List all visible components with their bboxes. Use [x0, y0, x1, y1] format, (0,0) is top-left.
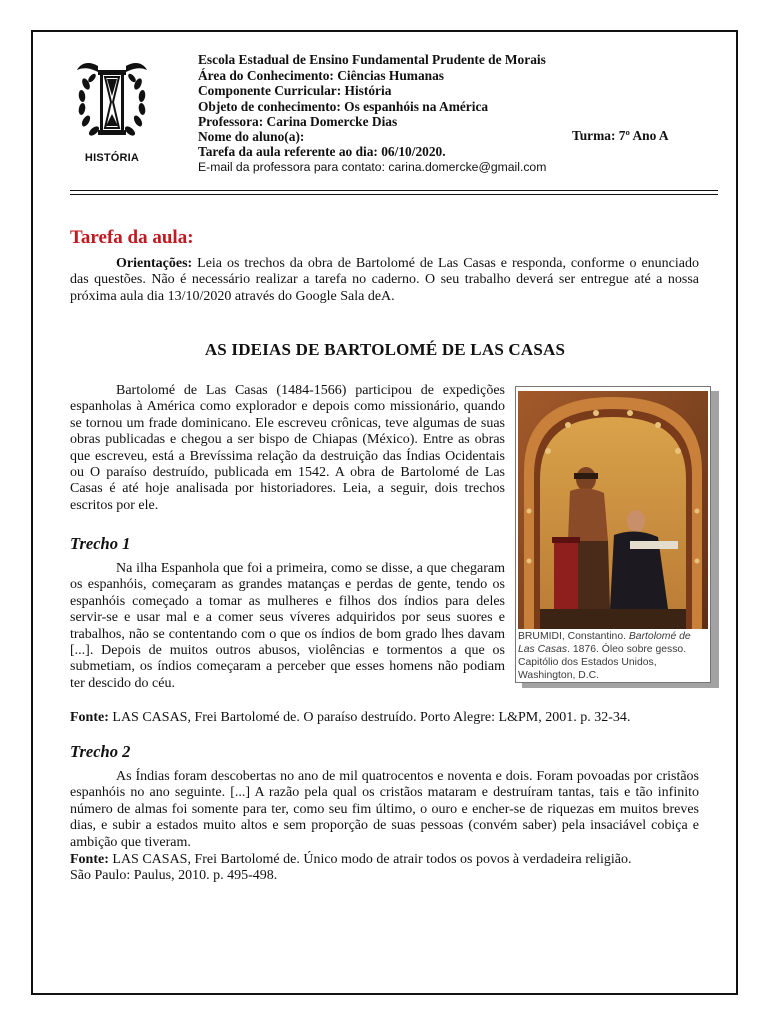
knowledge-area: Área do Conhecimento: Ciências Humanas — [198, 68, 444, 83]
hourglass-laurel-icon — [74, 58, 150, 150]
history-logo — [74, 58, 150, 170]
guidance-label: Orientações: — [116, 256, 193, 271]
painting-figure — [515, 386, 711, 683]
caption-details: . 1876. Óleo sobre gesso. Capitólio dos Estados Unidos, Washington, D.C. — [518, 644, 687, 681]
curricular-component: Componente Curricular: História — [198, 83, 392, 98]
teacher-name: Professora: Carina Domercke Dias — [198, 114, 398, 129]
task-date: Tarefa da aula referente ao dia: 06/10/2020. — [198, 144, 446, 159]
excerpt1-source — [70, 710, 630, 726]
header-divider-top — [70, 190, 718, 191]
excerpt1-source-label: Fonte: — [70, 710, 109, 725]
excerpt2-source-line2: São Paulo: Paulus, 2010. p. 495-498. — [70, 868, 278, 883]
excerpt2-text: As Índias foram descobertas no ano de mil quatrocentos e noventa e dois. Foram povoadas por cristãos espanhóis no ano seguinte. [...] A razão pela qual os cristãos mataram e destruíram tantas, tais e tão infinito número de almas foi somente para ter, como seu fim último, o ouro e encher-se de riquezas em muitos breves dias, e subir a estados muito altos e sem proporção de suas pessoas (convém saber) pela insaciável cobiça e ambição que tiveram. — [70, 769, 699, 850]
excerpt2-source-text: LAS CASAS, Frei Bartolomé de. Único modo de atrair todos os povos à verdadeira religião. — [108, 852, 632, 867]
excerpt1-text: Na ilha Espanhola que foi a primeira, como se disse, a que chegaram os espanhóis, começaram as grandes matanças e perdas de gente, tendo os espanhóis começado a tomar as mulheres e filhos dos índios para deles servir-se e usar mal e a comer seus víveres adquiridos por seus suores e trabalhos, não se contentando com o que os índios de bom grado lhes davam [...]. Depois de muitos outros abusos, violências e tormentos a que os submetiam, os índios começaram a perceber que esses homens não podiam ter descido do céu. — [70, 561, 505, 691]
class-label: Turma: 7º Ano A — [572, 128, 669, 143]
excerpt1-source-text: LAS CASAS, Frei Bartolomé de. O paraíso destruído. Porto Alegre: L&PM, 2001. p. 32-34. — [108, 710, 631, 725]
teacher-email: E-mail da professora para contato: carina.domercke@gmail.com — [198, 160, 547, 174]
knowledge-object: Objeto de conhecimento: Os espanhóis na América — [198, 99, 489, 114]
task-title: Tarefa da aula: — [70, 227, 194, 248]
painting-caption — [518, 630, 710, 682]
excerpt2-source-label: Fonte: — [70, 852, 109, 867]
school-name: Escola Estadual de Ensino Fundamental Prudente de Morais — [198, 52, 546, 67]
task-guidance — [70, 256, 699, 305]
painting-image — [518, 391, 708, 629]
guidance-text: Leia os trechos da obra de Bartolomé de Las Casas e responda, conforme o enunciado das questões. Não é necessário realizar a tarefa no caderno. O seu trabalho deverá ser entregue até a nossa próxima aula dia 13/10/2020 através do Google Sala deA. — [70, 256, 699, 304]
article-title: AS IDEIAS DE BARTOLOMÉ DE LAS CASAS — [204, 340, 566, 359]
excerpt1-title: Trecho 1 — [70, 534, 131, 553]
article-intro: Bartolomé de Las Casas (1484-1566) participou de expedições espanholas à América como explorador e depois como missionário, quando se tornou um frade dominicano. Ele escreveu crônicas, teve algumas de suas obras publicadas e chegou a ser bispo de Chiapas (México). Entre as obras que escreveu, está a Brevíssima relação da destruição das Índias Ocidentais ou O paraíso destruído, publicada em 1542. A obra de Bartolomé de Las Casas é até hoje analisada por historiadores. Leia, a seguir, dois trechos escritos por ele. — [70, 383, 505, 513]
excerpt2-source — [70, 852, 631, 868]
excerpt2-title: Trecho 2 — [70, 742, 131, 761]
student-name-label: Nome do aluno(a): — [198, 129, 305, 144]
caption-title: Bartolomé de Las Casas — [518, 631, 691, 655]
caption-author: BRUMIDI, Constantino. — [518, 631, 629, 642]
header-divider-bottom — [70, 194, 718, 195]
logo-caption: HISTÓRIA — [84, 152, 140, 164]
